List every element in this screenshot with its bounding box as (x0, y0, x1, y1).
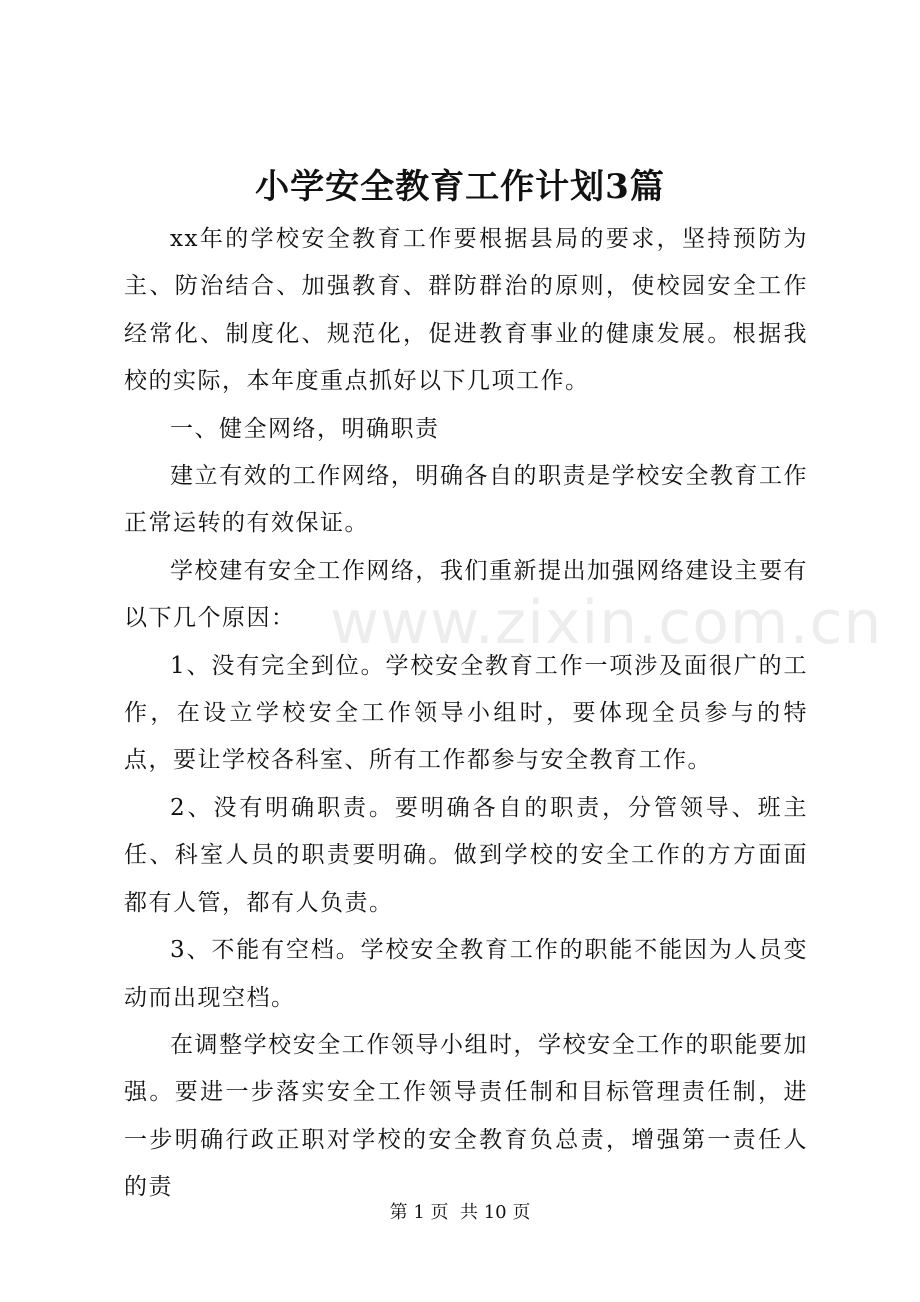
paragraph: 学校建有安全工作网络，我们重新提出加强网络建设主要有以下几个原因： (124, 557, 808, 632)
page-footer (0, 1200, 920, 1226)
list-item: 3、不能有空档。学校安全教育工作的职能不能因为人员变动而出现空档。 (124, 937, 808, 1011)
paragraph: 建立有效的工作网络，明确各自的职责是学校安全教育工作正常运转的有效保证。 (124, 463, 808, 537)
section-heading: 一、健全网络，明确职责 (170, 415, 440, 442)
document-title: 小学安全教育工作计划3篇 (255, 167, 665, 207)
paragraph-intro: xx年的学校安全教育工作要根据县局的要求，坚持预防为主、防治结合、加强教育、群防群治的原则，使校园安全工作经常化、制度化、规范化，促进教育事业的健康发展。根据我校的实际，本年度重点抓好以下几项工作。 (124, 226, 808, 395)
paragraph: 在调整学校安全工作领导小组时，学校安全工作的职能要加强。要进一步落实安全工作领导责任制和目标管理责任制，进一步明确行政正职对学校的安全教育负总责，增强第一责任人的责 (124, 1031, 808, 1201)
document-body (124, 216, 808, 1212)
watermark: www.zixin.com.cn (330, 588, 883, 658)
list-item: 2、没有明确职责。要明确各自的职责，分管领导、班主任、科室人员的职责要明确。做到学校的安全工作的方方面面都有人管，都有人负责。 (124, 794, 808, 916)
list-item: 1、没有完全到位。学校安全教育工作一项涉及面很广的工作，在设立学校安全工作领导小组时，要体现全员参与的特点，要让学校各科室、所有工作都参与安全教育工作。 (124, 652, 808, 774)
page-number: 第 1 页 共 10 页 (389, 1202, 531, 1223)
